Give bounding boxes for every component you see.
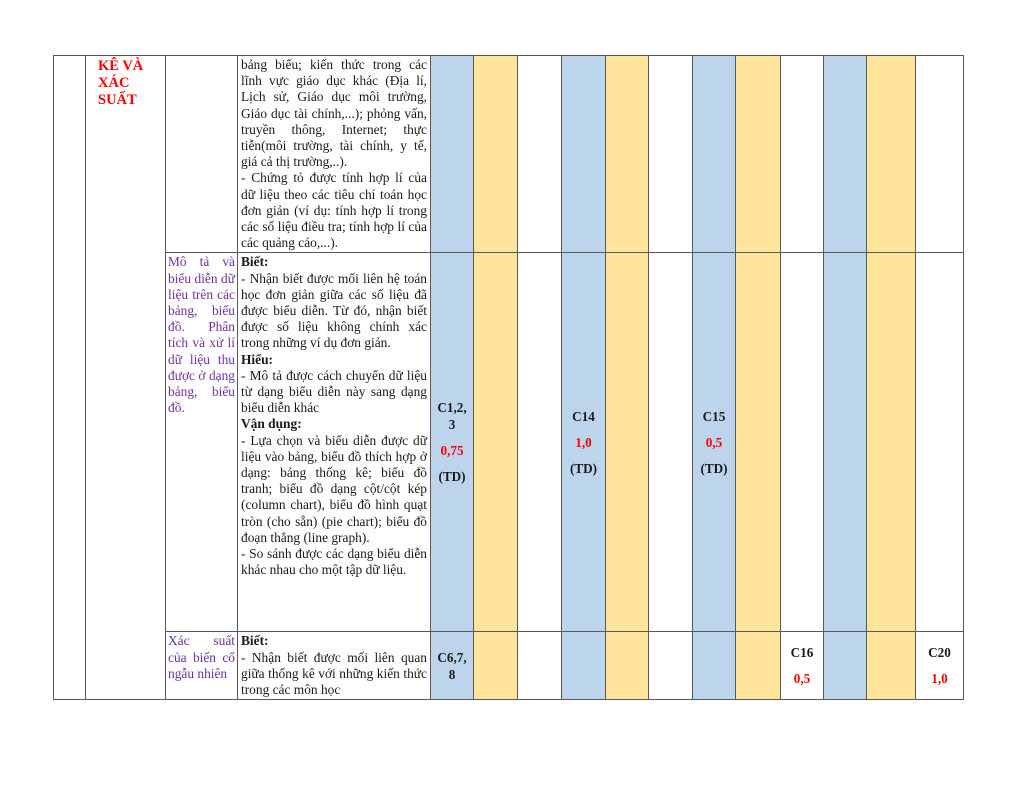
matrix-cell (736, 632, 781, 700)
value-line: 1,0 (931, 671, 948, 687)
value-line: 0,5 (793, 671, 811, 687)
requirements-cell (238, 253, 431, 632)
table-row (54, 253, 964, 632)
question-code (781, 644, 823, 661)
unit-cell (166, 632, 238, 700)
matrix-cell (562, 253, 606, 632)
table-row (54, 56, 964, 253)
stub-cell (54, 56, 86, 700)
question-code (431, 649, 473, 683)
matrix-cell (693, 632, 736, 700)
matrix-cell (867, 56, 916, 253)
question-code (693, 460, 735, 477)
value-line: C15 (702, 408, 726, 424)
table-row (54, 632, 964, 700)
question-code (562, 460, 605, 477)
question-code (693, 408, 735, 425)
matrix-cell (916, 56, 964, 253)
requirement-text: - Chứng tỏ được tính hợp lí của dữ liệu theo các tiêu chí toán học đơn giản (ví dụ: tính hợp lí trong các số liệu điều tra; tính hợp lí của các quảng cáo,...). (241, 170, 427, 251)
score-value (916, 670, 963, 687)
matrix-cell (474, 253, 518, 632)
value-line: 3 (448, 417, 456, 433)
matrix-cell (867, 632, 916, 700)
requirement-text: - Nhận biết được mối liên quan giữa thống kê với những kiến thức trong các môn học (241, 649, 427, 698)
matrix-cell (518, 56, 562, 253)
matrix-cell (431, 253, 474, 632)
requirements-cell (238, 56, 431, 253)
matrix-cell (474, 56, 518, 253)
matrix-cell (736, 56, 781, 253)
matrix-cell (693, 56, 736, 253)
requirements-cell (238, 632, 431, 700)
matrix-cell (916, 632, 964, 700)
value-line: (TD) (438, 469, 466, 485)
question-code (431, 468, 473, 485)
unit-text: Mô tả và biểu diễn dữ liệu trên các bảng, biểu đồ. Phân tích và xử lí dữ liệu thu được ở dạng bảng, biểu đồ. (168, 254, 235, 416)
value-line: 0,5 (705, 434, 723, 450)
question-code (562, 408, 605, 425)
topic-cell: KÊ VÀ XÁC SUẤT (86, 56, 166, 700)
matrix-cell (518, 632, 562, 700)
matrix-cell (606, 253, 649, 632)
requirement-text: - Mô tả được cách chuyển dữ liệu từ dạng biểu diễn này sang dạng biểu diễn khác (241, 367, 427, 416)
requirement-text: - Nhận biết được mối liên hệ toán học đơn giản giữa các số liệu đã được biểu diễn. Từ đó, nhận biết được số liệu không chính xác trong những ví dụ đơn giản. (241, 270, 427, 351)
matrix-cell (606, 632, 649, 700)
requirement-text: bảng biểu; kiến thức trong các lĩnh vực giáo dục khác (Địa lí, Lịch sử, Giáo dục môi trường, Giáo dục tài chính,...); phỏng vấn, truyền thông, Internet; thực tiễn(môi trường, tài chính, y tế, giá cả thị trường,..). (241, 57, 427, 170)
matrix-cell (649, 632, 693, 700)
unit-text: Xác suất của biến cố ngẫu nhiên (168, 633, 235, 681)
requirement-level-label: Biết: (241, 254, 269, 270)
requirement-text: - Lựa chọn và biểu diễn được dữ liệu vào bảng, biểu đồ thích hợp ở dạng: bảng thống kê; biểu đồ tranh; biểu đồ dạng cột/cột kép (column chart), biểu đồ hình quạt tròn (cho sẵn) (pie chart); biểu đồ đoạn thẳng (line graph). (241, 432, 427, 545)
matrix-cell (824, 632, 867, 700)
value-line: 1,0 (575, 434, 592, 450)
score-value (693, 434, 735, 451)
matrix-cell (474, 632, 518, 700)
matrix-cell (824, 56, 867, 253)
value-line: C14 (572, 408, 595, 424)
score-value (562, 434, 605, 451)
matrix-cell (649, 56, 693, 253)
matrix-cell (781, 632, 824, 700)
matrix-table (53, 55, 964, 700)
requirement-level-label: Hiểu: (241, 351, 273, 367)
value-line: 0,75 (440, 443, 464, 459)
matrix-cell (736, 253, 781, 632)
question-code (431, 399, 473, 433)
requirement-level-label: Biết: (241, 633, 269, 649)
matrix-cell (781, 56, 824, 253)
value-line: C6,7, (437, 649, 467, 665)
matrix-cell (518, 253, 562, 632)
matrix-body (54, 56, 964, 700)
unit-cell (166, 56, 238, 253)
matrix-cell (431, 632, 474, 700)
score-value (781, 670, 823, 687)
value-line: C20 (928, 645, 951, 661)
requirement-level-label: Vận dụng: (241, 416, 302, 432)
score-value (431, 442, 473, 459)
unit-cell (166, 253, 238, 632)
requirement-text: - So sánh được các dạng biểu diễn khác nhau cho một tập dữ liệu. (241, 546, 427, 578)
matrix-cell (693, 253, 736, 632)
matrix-cell (824, 253, 867, 632)
value-line: 8 (448, 666, 456, 682)
matrix-cell (431, 56, 474, 253)
matrix-cell (781, 253, 824, 632)
value-line: C16 (790, 645, 814, 661)
value-line: C1,2, (437, 400, 467, 416)
matrix-cell (649, 253, 693, 632)
question-code (916, 644, 963, 661)
value-line: (TD) (569, 460, 598, 476)
matrix-cell (916, 253, 964, 632)
matrix-cell (867, 253, 916, 632)
matrix-cell (562, 56, 606, 253)
matrix-cell (606, 56, 649, 253)
matrix-cell (562, 632, 606, 700)
value-line: (TD) (700, 460, 728, 476)
